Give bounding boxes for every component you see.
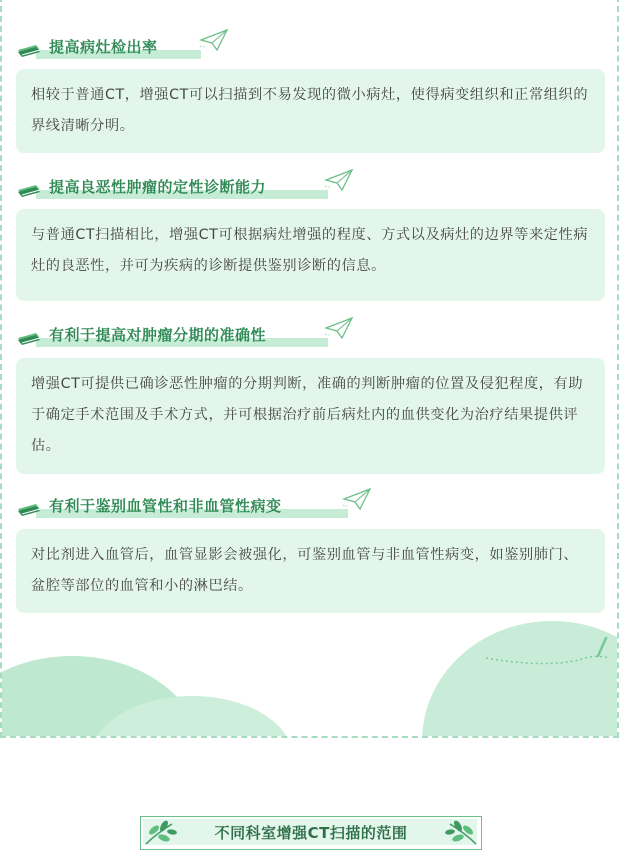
section-body-text: 增强CT可提供已确诊恶性肿瘤的分期判断，准确的判断肿瘤的位置及侵犯程度，有助于确定手术范围及手术方式，并可根据治疗前后病灶内的血供变化为治疗结果提供评估。	[31, 376, 584, 454]
paper-plane-icon	[342, 487, 372, 511]
banner-title: 不同科室增强CT扫描的范围	[214, 824, 408, 842]
section-1-header	[16, 36, 605, 60]
section-title: 有利于提高对肿瘤分期的准确性	[49, 326, 267, 344]
section-body-text: 相较于普通CT，增强CT可以扫描到不易发现的微小病灶，使得病变组织和正常组织的界线清晰分明。	[31, 87, 589, 134]
section-body-text: 对比剂进入血管后，血管显影会被强化，可鉴别血管与非血管性病变，如鉴别肺门、盆腔等部位的血管和小的淋巴结。	[31, 547, 579, 594]
section-body	[16, 529, 605, 613]
paper-plane-icon	[199, 28, 229, 52]
book-icon	[16, 501, 42, 517]
section-title: 提高良恶性肿瘤的定性诊断能力	[49, 178, 267, 196]
section-body	[16, 358, 605, 474]
book-icon	[16, 330, 42, 346]
book-icon	[16, 42, 42, 58]
section-body	[16, 69, 605, 153]
dotted-curve-decoration	[484, 636, 614, 676]
section-4-header	[16, 495, 605, 519]
section-body-text: 与普通CT扫描相比，增强CT可根据病灶增强的程度、方式以及病灶的边界等来定性病灶的良恶性，并可为疾病的诊断提供鉴别诊断的信息。	[31, 227, 589, 274]
paper-plane-icon	[324, 168, 354, 192]
paper-plane-icon	[324, 316, 354, 340]
section-title: 有利于鉴别血管性和非血管性病变	[49, 497, 282, 515]
section-2-header	[16, 176, 605, 200]
section-3-header	[16, 324, 605, 348]
book-icon	[16, 182, 42, 198]
section-body	[16, 209, 605, 301]
section-banner	[140, 816, 482, 850]
section-title: 提高病灶检出率	[49, 38, 158, 56]
